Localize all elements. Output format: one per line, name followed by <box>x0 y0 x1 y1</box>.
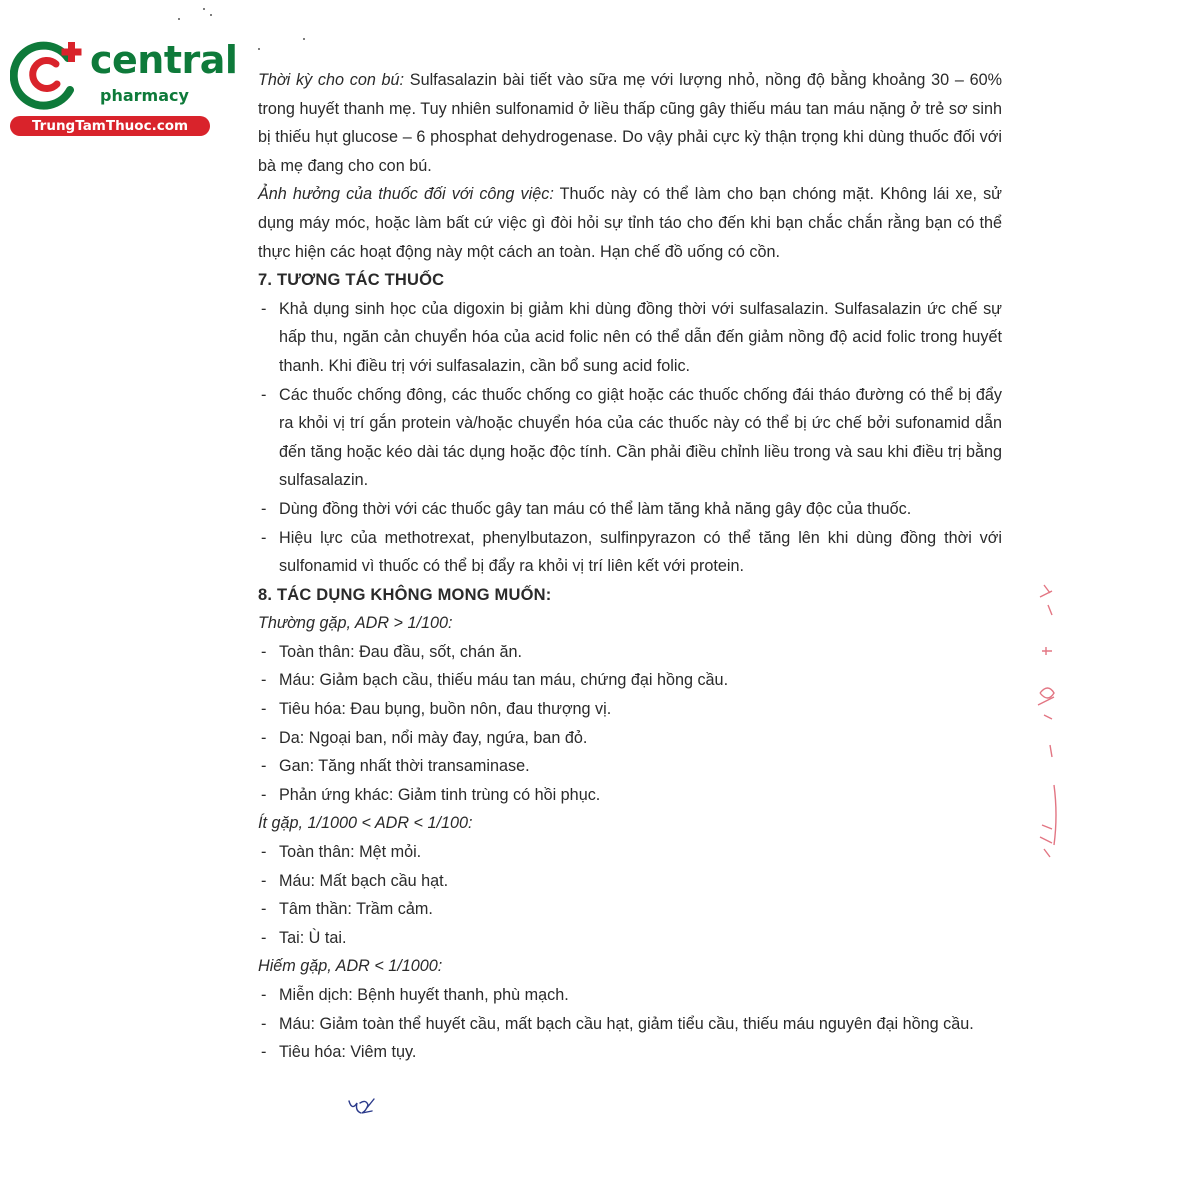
common-item-2: Máu: Giảm bạch cầu, thiếu máu tan máu, chứng đại hồng cầu. <box>279 671 729 690</box>
scan-speck <box>178 18 180 20</box>
list-item <box>258 981 1002 1010</box>
list-item <box>258 724 1002 753</box>
rare-item-2: Máu: Giảm toàn thể huyết cầu, mất bạch cầu hạt, giảm tiểu cầu, thiếu máu nguyên đại hồng cầu. <box>279 1014 974 1033</box>
list-item <box>258 695 1002 724</box>
rare-adr-label: Hiếm gặp, ADR < 1/1000: <box>258 957 443 976</box>
bullet-dash: - <box>261 642 267 661</box>
breastfeeding-text: Sulfasalazin bài tiết vào sữa mẹ với lượng nhỏ, nồng độ bằng khoảng 30 – 60% trong huyết thanh mẹ. Tuy nhiên sulfonamid ở liều thấp cũng gây thiếu máu tan máu nặng ở trẻ sơ sinh bị thiếu hụt glucose – 6 phosphat dehydrogenase. Do vậy phải cực kỳ thận trọng khi dùng thuốc đối với bà mẹ đang cho con bú. <box>258 71 1002 175</box>
bullet-dash: - <box>261 385 267 404</box>
bullet-dash: - <box>261 928 267 947</box>
bullet-dash: - <box>261 757 267 776</box>
common-item-5: Gan: Tăng nhất thời transaminase. <box>279 757 530 776</box>
scan-speck <box>258 48 260 50</box>
list-item <box>258 1038 1002 1067</box>
list-item <box>258 838 1002 867</box>
interaction-item-2: Các thuốc chống đông, các thuốc chống co giật hoặc các thuốc chống đái tháo đường có thể bị đẩy ra khỏi vị trí gắn protein và/hoặc chuyển hóa của các thuốc này có thể bị ức chế bởi sufonamid dẫn đến tăng hoặc kéo dài tác dụng hoặc độc tính. Cần phải điều chỉnh liều trong và sau khi điều trị bằng sulfasalazin. <box>279 385 1002 490</box>
scan-speck <box>210 14 212 16</box>
logo-subtitle: pharmacy <box>100 86 189 105</box>
bullet-dash: - <box>261 843 267 862</box>
breastfeeding-paragraph <box>258 66 1002 180</box>
bullet-dash: - <box>261 785 267 804</box>
bullet-dash: - <box>261 671 267 690</box>
list-item <box>258 867 1002 896</box>
section-7-heading: 7. TƯƠNG TÁC THUỐC <box>258 271 445 290</box>
uncommon-adr-label: Ít gặp, 1/1000 < ADR < 1/100: <box>258 814 473 833</box>
stamp-fragment-icon <box>1030 575 1066 865</box>
list-item <box>258 524 1002 581</box>
list-item <box>258 1010 1002 1039</box>
logo-wordmark: central <box>90 38 238 82</box>
interaction-item-3: Dùng đồng thời với các thuốc gây tan máu có thể làm tăng khả năng gây độc của thuốc. <box>279 499 912 518</box>
list-item <box>258 666 1002 695</box>
list-item <box>258 495 1002 524</box>
rare-item-3: Tiêu hóa: Viêm tụy. <box>279 1043 417 1062</box>
common-item-3: Tiêu hóa: Đau bụng, buồn nôn, đau thượng vị. <box>279 700 612 719</box>
work-effect-text: Thuốc này có thể làm cho bạn chóng mặt. Không lái xe, sử dụng máy móc, hoặc làm bất cứ việc gì đòi hỏi sự tỉnh táo cho đến khi bạn chắc chắn rằng bạn có thể thực hiện các hoạt động này một cách an toàn. Hạn chế đồ uống có cồn. <box>258 185 1003 261</box>
list-item <box>258 752 1002 781</box>
bullet-dash: - <box>261 528 267 547</box>
work-effect-label: Ảnh hưởng của thuốc đối với công việc: <box>258 185 554 204</box>
uncommon-item-4: Tai: Ù tai. <box>279 928 347 947</box>
logo-website: TrungTamThuoc.com <box>10 116 210 136</box>
scan-speck <box>203 8 205 10</box>
handwritten-initials-icon <box>346 1095 376 1117</box>
list-item <box>258 895 1002 924</box>
uncommon-item-2: Máu: Mất bạch cầu hạt. <box>279 871 449 890</box>
list-item <box>258 381 1002 495</box>
bullet-dash: - <box>261 871 267 890</box>
interaction-item-1: Khả dụng sinh học của digoxin bị giảm khi dùng đồng thời với sulfasalazin. Sulfasalazin ức chế sự hấp thu, ngăn cản chuyển hóa của acid folic nên có thể dẫn đến giảm nồng độ acid folic trong huyết thanh. Khi điều trị với sulfasalazin, cần bổ sung acid folic. <box>279 299 1002 375</box>
uncommon-item-3: Tâm thần: Trầm cảm. <box>279 900 433 919</box>
interaction-item-4: Hiệu lực của methotrexat, phenylbutazon, sulfinpyrazon có thể tăng lên khi dùng đồng thời với sulfonamid vì thuốc có thể bị đẩy ra khỏi vị trí liên kết với protein. <box>279 528 1002 576</box>
list-item <box>258 638 1002 667</box>
uncommon-item-1: Toàn thân: Mệt mỏi. <box>279 843 422 862</box>
bullet-dash: - <box>261 986 267 1004</box>
bullet-dash: - <box>261 1043 267 1062</box>
document-body <box>258 66 1002 1067</box>
list-item <box>258 295 1002 381</box>
bullet-dash: - <box>261 700 267 719</box>
common-item-4: Da: Ngoại ban, nổi mày đay, ngứa, ban đỏ. <box>279 728 588 747</box>
breastfeeding-label: Thời kỳ cho con bú: <box>258 71 405 89</box>
common-item-6: Phản ứng khác: Giảm tinh trùng có hồi phục. <box>279 785 601 804</box>
section-8-heading: 8. TÁC DỤNG KHÔNG MONG MUỐN: <box>258 585 552 604</box>
bullet-dash: - <box>261 299 267 318</box>
common-item-1: Toàn thân: Đau đầu, sốt, chán ăn. <box>279 642 522 661</box>
bullet-dash: - <box>261 728 267 747</box>
scan-speck <box>303 38 305 40</box>
list-item <box>258 924 1002 953</box>
bullet-dash: - <box>261 900 267 919</box>
work-effect-paragraph <box>258 180 1002 266</box>
bullet-dash: - <box>261 1014 267 1033</box>
rare-item-1: Miễn dịch: Bệnh huyết thanh, phù mạch. <box>279 986 569 1004</box>
common-adr-label: Thường gặp, ADR > 1/100: <box>258 614 453 633</box>
central-pharmacy-logo[interactable] <box>10 38 238 138</box>
bullet-dash: - <box>261 499 267 518</box>
pharmacy-cross-icon <box>10 38 90 110</box>
list-item <box>258 781 1002 810</box>
